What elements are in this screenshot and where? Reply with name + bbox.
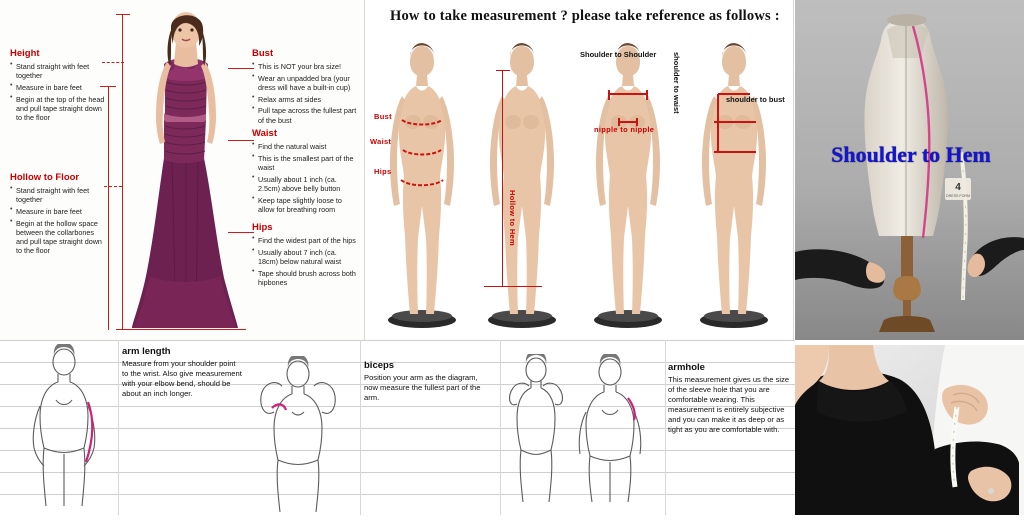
hollow-to-floor-guide-line [108,86,109,330]
callout-height-title: Height [10,48,40,59]
note-arm-length-body: Measure from your shoulder point to the wrist. Also give measurement with your elbow bend, should be about an inch longer. [122,359,242,399]
list-item: • Find the widest part of the hips [252,236,357,245]
note-armhole-body: This measurement gives us the size of the sleeve hole that you are comfortable wearing. This measurement is entirely subjective and you can make it as deep or as tight as you are comfortable with. [668,375,790,435]
sketch-armhole-front [505,354,567,509]
list-item: • Begin at the top of the head and pull tape straight down to the floor [10,95,105,123]
column-divider-3 [500,340,501,515]
how-to-measure-panel [366,0,794,340]
label-hollow-to-hem: Hollow to Hem [508,190,517,246]
dress-measurement-panel [0,0,365,340]
mannequin-shoulder-to-shoulder [578,30,678,330]
label-shoulder-to-waist: shoulder to waist [672,52,681,114]
sketch-arm-length [14,344,114,517]
armhole-measurement-photo [795,345,1024,515]
label-shoulder-to-shoulder: Shoulder to Shoulder [580,50,657,59]
hollow-to-hem-bottom-tick [484,286,542,287]
note-biceps-title: biceps [364,360,395,371]
list-item: • Relax arms at sides [252,95,357,104]
sketch-armhole-back [570,354,650,509]
note-arm-length-title: arm length [122,346,171,357]
callout-waist-title: Waist [252,128,277,139]
list-item: • Usually about 1 inch (ca. 2.5cm) above belly button [252,175,357,193]
callout-hips-items [252,236,357,287]
column-divider-4 [665,340,666,515]
svg-text:DRESS FORM: DRESS FORM [946,194,970,198]
callout-bust-items [252,62,357,125]
callout-waist-items [252,142,357,214]
list-item: • Wear an unpadded bra (your dress will have a built-in cup) [252,74,357,92]
shoulder-to-hem-caption: Shoulder to Hem [831,142,991,167]
dress-illustration [120,8,248,330]
column-divider-2 [360,340,361,515]
column-divider-1 [118,340,119,515]
svg-text:4: 4 [955,182,961,193]
callout-hips-title: Hips [252,222,273,233]
list-item: • Measure in bare feet [10,83,105,92]
list-item: • Stand straight with feet together [10,186,105,204]
label-nipple-to-nipple: nipple to nipple [594,125,655,134]
mannequin-bust-waist-hips [372,30,472,330]
list-item: • Begin at the hollow space between the collarbones and pull tape straight down to the floor [10,219,105,256]
note-armhole-title: armhole [668,362,705,373]
sketch-biceps [248,356,348,521]
list-item: • Tape should brush across both hipbones [252,269,357,287]
list-item: • Stand straight with feet together [10,62,105,80]
hollow-to-hem-line [502,70,503,286]
list-item: • Find the natural waist [252,142,357,151]
callout-bust-title: Bust [252,48,274,59]
callout-hollow-items [10,186,105,256]
mannequin-hollow-to-hem [472,30,572,330]
label-waist: Waist [370,137,392,146]
callout-height [10,48,105,125]
dress-form-photo [795,0,1024,340]
mannequin-shoulder-to-waist [684,30,784,330]
note-biceps [364,360,492,403]
label-bust: Bust [374,112,392,121]
label-hips: Hips [374,167,392,176]
callout-hollow-to-floor [10,172,105,258]
note-arm-length [122,346,242,399]
list-item: • This is the smallest part of the waist [252,154,357,172]
label-shoulder-to-bust: shoulder to bust [726,95,785,104]
callout-hips [252,222,357,290]
page-title: How to take measurement ? please take reference as follows : [390,8,780,24]
list-item: • This is NOT your bra size! [252,62,357,71]
note-armhole [668,362,790,436]
list-item: • Usually about 7 inch (ca. 18cm) below natural waist [252,248,357,266]
callout-hollow-title: Hollow to Floor [10,172,80,183]
list-item: • Measure in bare feet [10,207,105,216]
callout-bust [252,48,357,127]
callout-height-items [10,62,105,122]
note-biceps-body: Position your arm as the diagram, now measure the fullest part of the arm. [364,373,481,403]
list-item: • Keep tape slightly loose to allow for breathing room [252,196,357,214]
list-item: • Pull tape across the fullest part of the bust [252,106,357,124]
hollow-to-hem-top-tick [496,70,510,71]
callout-waist [252,128,357,217]
